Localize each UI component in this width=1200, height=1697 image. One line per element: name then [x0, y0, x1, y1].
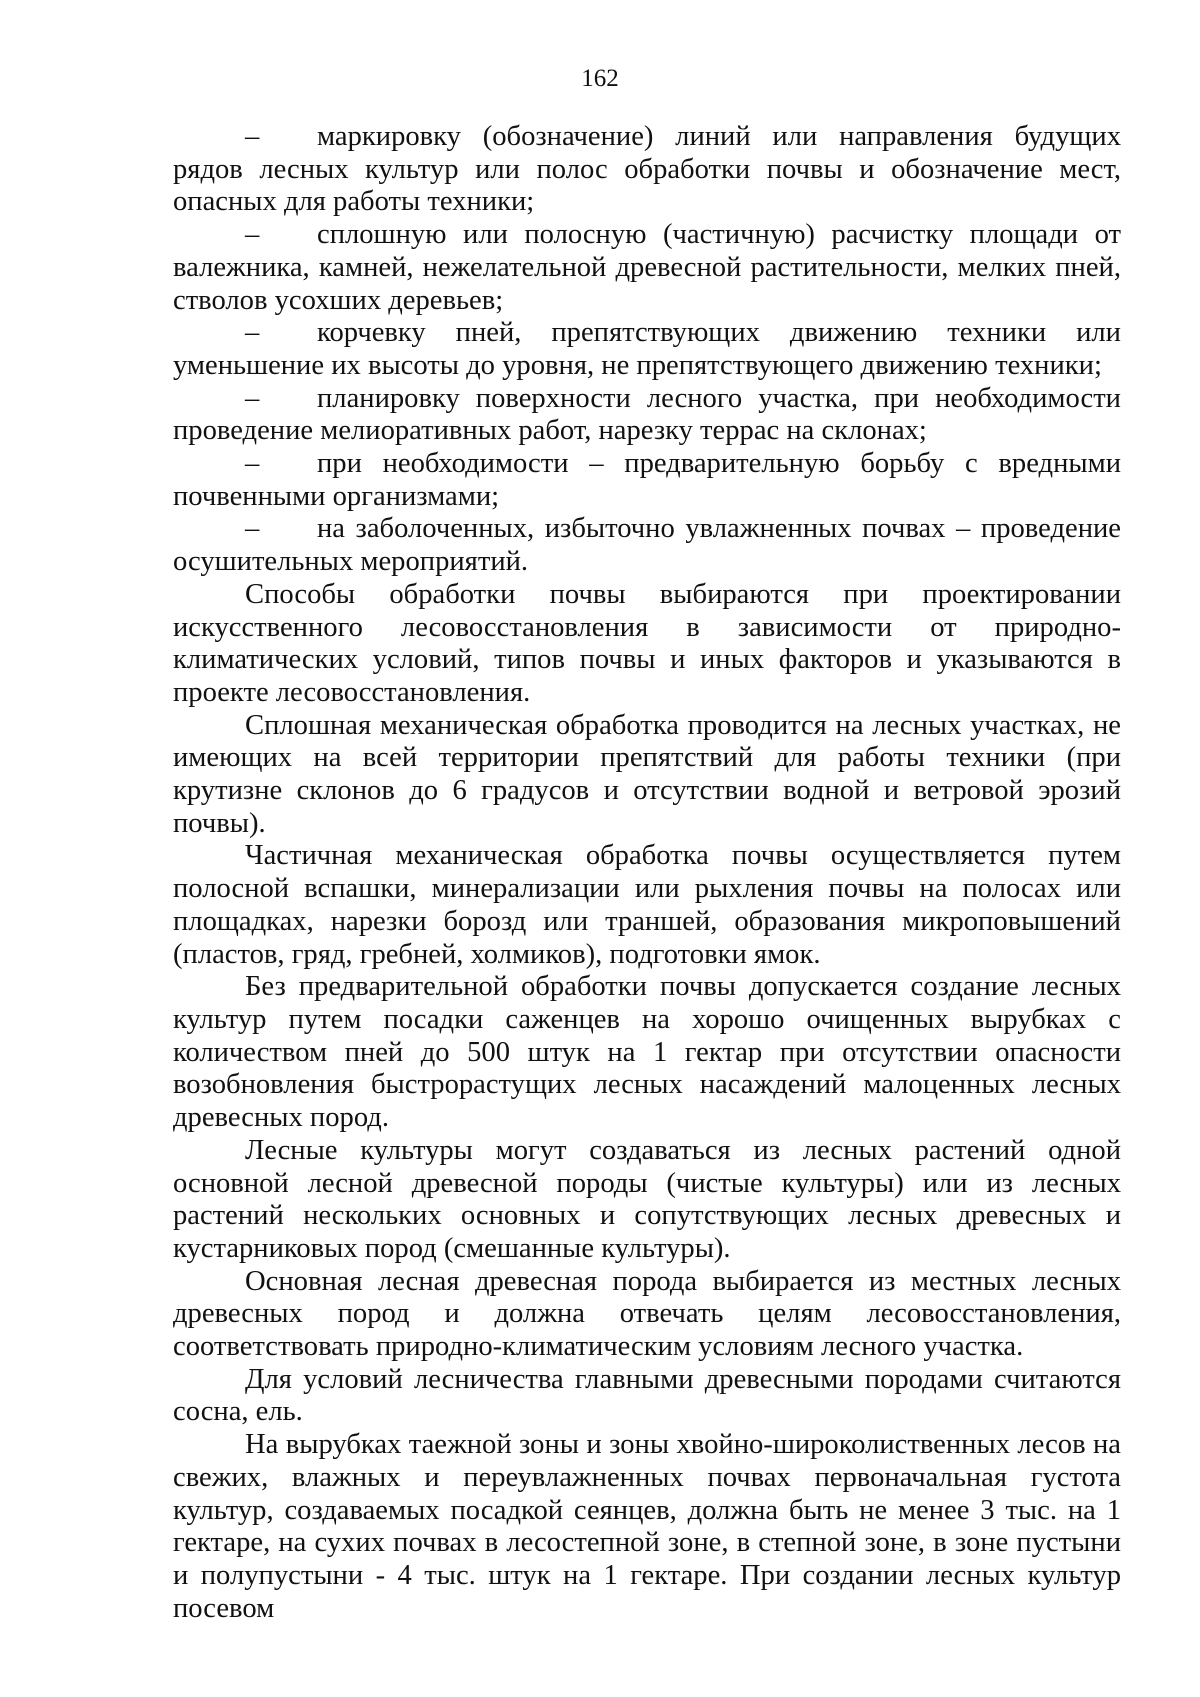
- list-dash: –: [245, 448, 260, 480]
- paragraph: Для условий лесничества главными древесными породами считаются сосна, ель.: [173, 1363, 1121, 1428]
- list-dash: –: [245, 513, 260, 545]
- list-item: [173, 121, 1121, 219]
- list-dash: –: [245, 382, 260, 414]
- list-item-text: корчевку пней, препятствующих движению техники или уменьшение их высоты до уровня, не препятствующего движению техники;: [173, 317, 1121, 381]
- list-item-text: при необходимости – предварительную борьбу с вредными почвенными организмами;: [173, 448, 1121, 512]
- list-dash: –: [245, 121, 260, 152]
- list-item: [173, 219, 1121, 317]
- list-item-text: сплошную или полосную (частичную) расчистку площади от валежника, камней, нежелательной древесной растительности, мелких пней, стволов усохших деревьев;: [173, 219, 1121, 316]
- paragraph: Основная лесная древесная порода выбирается из местных лесных древесных пород и должна отвечать целям лесовосстановления, соответствовать природно-климатическим условиям лесного участка.: [173, 1265, 1121, 1363]
- paragraph: На вырубках таежной зоны и зоны хвойно-широколиственных лесов на свежих, влажных и переувлажненных почвах первоначальная густота культур, создаваемых посадкой сеянцев, должна быть не менее 3 тыс. на 1 гектаре, на сухих почвах в лесостепной зоне, в степной зоне, в зоне пустыни и полупустыни - 4 тыс. штук на 1 гектаре. При создании лесных культур посевом: [173, 1429, 1121, 1624]
- list-dash: –: [245, 219, 260, 251]
- list-item: [173, 383, 1121, 448]
- list-item: [173, 448, 1121, 513]
- page-number: 162: [581, 65, 619, 92]
- list-item: [173, 513, 1121, 578]
- paragraph: Способы обработки почвы выбираются при проектировании искусственного лесовосстановления в зависимости от природно-климатических условий, типов почвы и иных факторов и указываются в проекте лесовосстановления.: [173, 578, 1121, 708]
- list-item: [173, 317, 1121, 382]
- list-dash: –: [245, 317, 260, 349]
- document-body: [173, 121, 1121, 1625]
- paragraph: Лесные культуры могут создаваться из лесных растений одной основной лесной древесной породы (чистые культуры) или из лесных растений нескольких основных и сопутствующих лесных древесных и кустарниковых пород (смешанные культуры).: [173, 1134, 1121, 1264]
- list-item-text: на заболоченных, избыточно увлажненных почвах – проведение осушительных мероприятий.: [173, 513, 1121, 578]
- paragraph: Без предварительной обработки почвы допускается создание лесных культур путем посадки саженцев на хорошо очищенных вырубках с количеством пней до 500 штук на 1 гектар при отсутствии опасности возобновления быстрорастущих лесных насаждений малоценных лесных древесных пород.: [173, 971, 1121, 1134]
- paragraph: Сплошная механическая обработка проводится на лесных участках, не имеющих на всей территории препятствий для работы техники (при крутизне склонов до 6 градусов и отсутствии водной и ветровой эрозий почвы).: [173, 709, 1121, 839]
- list-item-text: планировку поверхности лесного участка, при необходимости проведение мелиоративных работ, нарезку террас на склонах;: [173, 382, 1121, 447]
- paragraph: Частичная механическая обработка почвы осуществляется путем полосной вспашки, минерализации или рыхления почвы на полосах или площадках, нарезки борозд или траншей, образования микроповышений (пластов, гряд, гребней, холмиков), подготовки ямок.: [173, 840, 1121, 970]
- list-item-text: маркировку (обозначение) линий или направления будущих рядов лесных культур или полос обработки почвы и обозначение мест, опасных для работы техники;: [173, 121, 1121, 218]
